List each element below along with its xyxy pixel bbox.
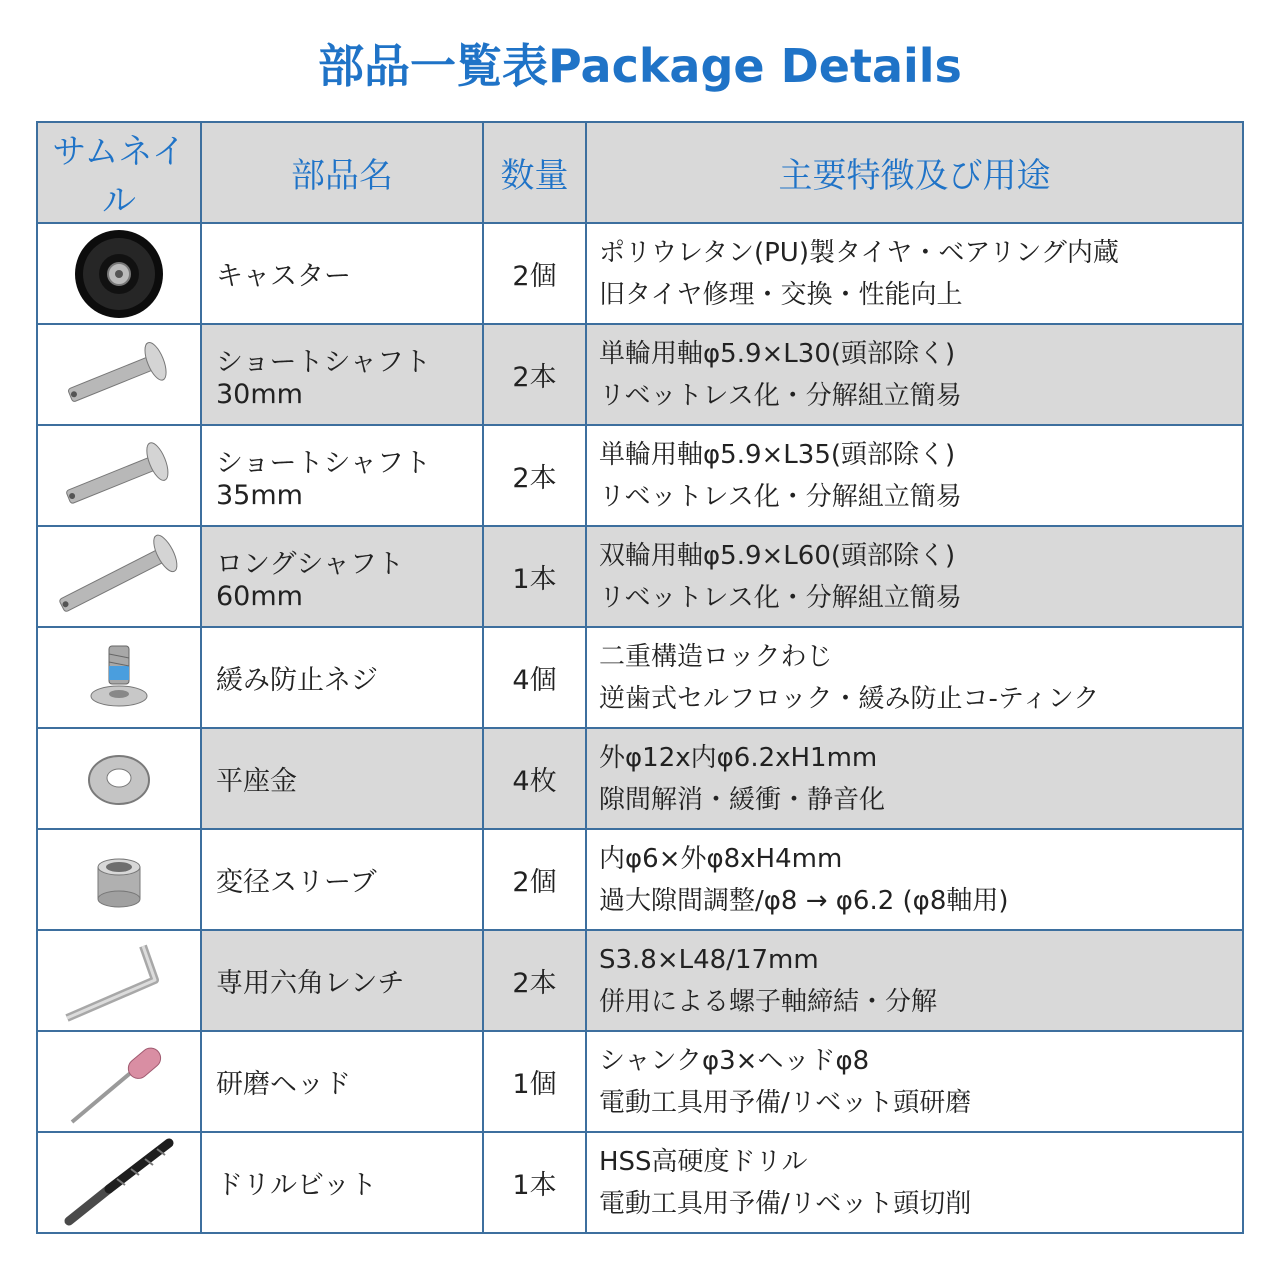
part-name: 研磨ヘッド [201,1031,483,1132]
part-qty: 2個 [483,223,586,324]
hex-wrench-icon [59,936,179,1026]
table-row [37,425,1243,526]
feature-line-2: 併用による螺子軸締結・分解 [599,986,938,1017]
header-features: 主要特徴及び用途 [586,122,1243,223]
feature-line-2: 電動工具用予備/リベット頭切削 [599,1188,972,1219]
part-qty: 2個 [483,829,586,930]
part-name: ドリルビット [201,1132,483,1233]
table-row [37,627,1243,728]
table-row [37,223,1243,324]
table-row [37,1031,1243,1132]
table-row [37,728,1243,829]
long-shaft-icon [49,532,189,622]
feature-line-2: 隙間解消・緩衝・静音化 [599,784,886,815]
part-name: キャスター [201,223,483,324]
part-qty: 4枚 [483,728,586,829]
part-qty: 4個 [483,627,586,728]
feature-line-1: 内φ6×外φ8xH4mm [599,843,843,874]
washer-icon [79,744,159,814]
package-details-table [36,121,1244,1234]
sleeve-icon [84,845,154,915]
part-name: 緩み防止ネジ [201,627,483,728]
table-row [37,829,1243,930]
feature-line-2: 逆歯式セルフロック・緩み防止コ-ティンク [599,683,1100,714]
feature-line-1: S3.8×L48/17mm [599,944,819,975]
part-name: 変径スリーブ [201,829,483,930]
header-qty: 数量 [483,122,586,223]
lock-screw-icon [79,638,159,718]
part-qty: 1本 [483,1132,586,1233]
short-shaft-icon [54,436,184,516]
feature-line-2: リベットレス化・分解組立簡易 [599,380,962,411]
part-qty: 2本 [483,324,586,425]
part-qty: 1個 [483,1031,586,1132]
short-shaft-icon [54,335,184,415]
feature-line-1: 双輪用軸φ5.9×L60(頭部除く) [599,540,956,571]
part-name: 専用六角レンチ [201,930,483,1031]
feature-line-1: シャンクφ3×ヘッドφ8 [599,1045,870,1076]
header-thumbnail: サムネイル [37,122,201,223]
part-name: ショートシャフト35mm [201,425,483,526]
part-qty: 1本 [483,526,586,627]
grinding-head-icon [64,1034,174,1129]
part-qty: 2本 [483,425,586,526]
caster-wheel-icon [71,226,167,322]
feature-line-1: 二重構造ロックわじ [599,641,833,672]
feature-line-1: 単輪用軸φ5.9×L30(頭部除く) [599,338,956,369]
table-row [37,324,1243,425]
feature-line-1: 外φ12x内φ6.2xH1mm [599,742,878,773]
table-header-row [37,122,1243,223]
part-name: ロングシャフト60mm [201,526,483,627]
part-name: ショートシャフト30mm [201,324,483,425]
feature-line-2: リベットレス化・分解組立簡易 [599,582,962,613]
feature-line-1: HSS高硬度ドリル [599,1146,808,1177]
part-qty: 2本 [483,930,586,1031]
drill-bit-icon [59,1135,179,1230]
table-row [37,1132,1243,1233]
feature-line-1: ポリウレタン(PU)製タイヤ・ベアリング内蔵 [599,237,1119,268]
part-name: 平座金 [201,728,483,829]
feature-line-1: 単輪用軸φ5.9×L35(頭部除く) [599,439,956,470]
header-name: 部品名 [201,122,483,223]
feature-line-2: 過大隙間調整/φ8 → φ6.2 (φ8軸用) [599,885,1009,916]
table-row [37,526,1243,627]
feature-line-2: 旧タイヤ修理・交換・性能向上 [599,279,963,310]
feature-line-2: 電動工具用予備/リベット頭研磨 [599,1087,972,1118]
page-title: 部品一覧表Package Details [318,39,962,93]
table-row [37,930,1243,1031]
feature-line-2: リベットレス化・分解組立簡易 [599,481,962,512]
